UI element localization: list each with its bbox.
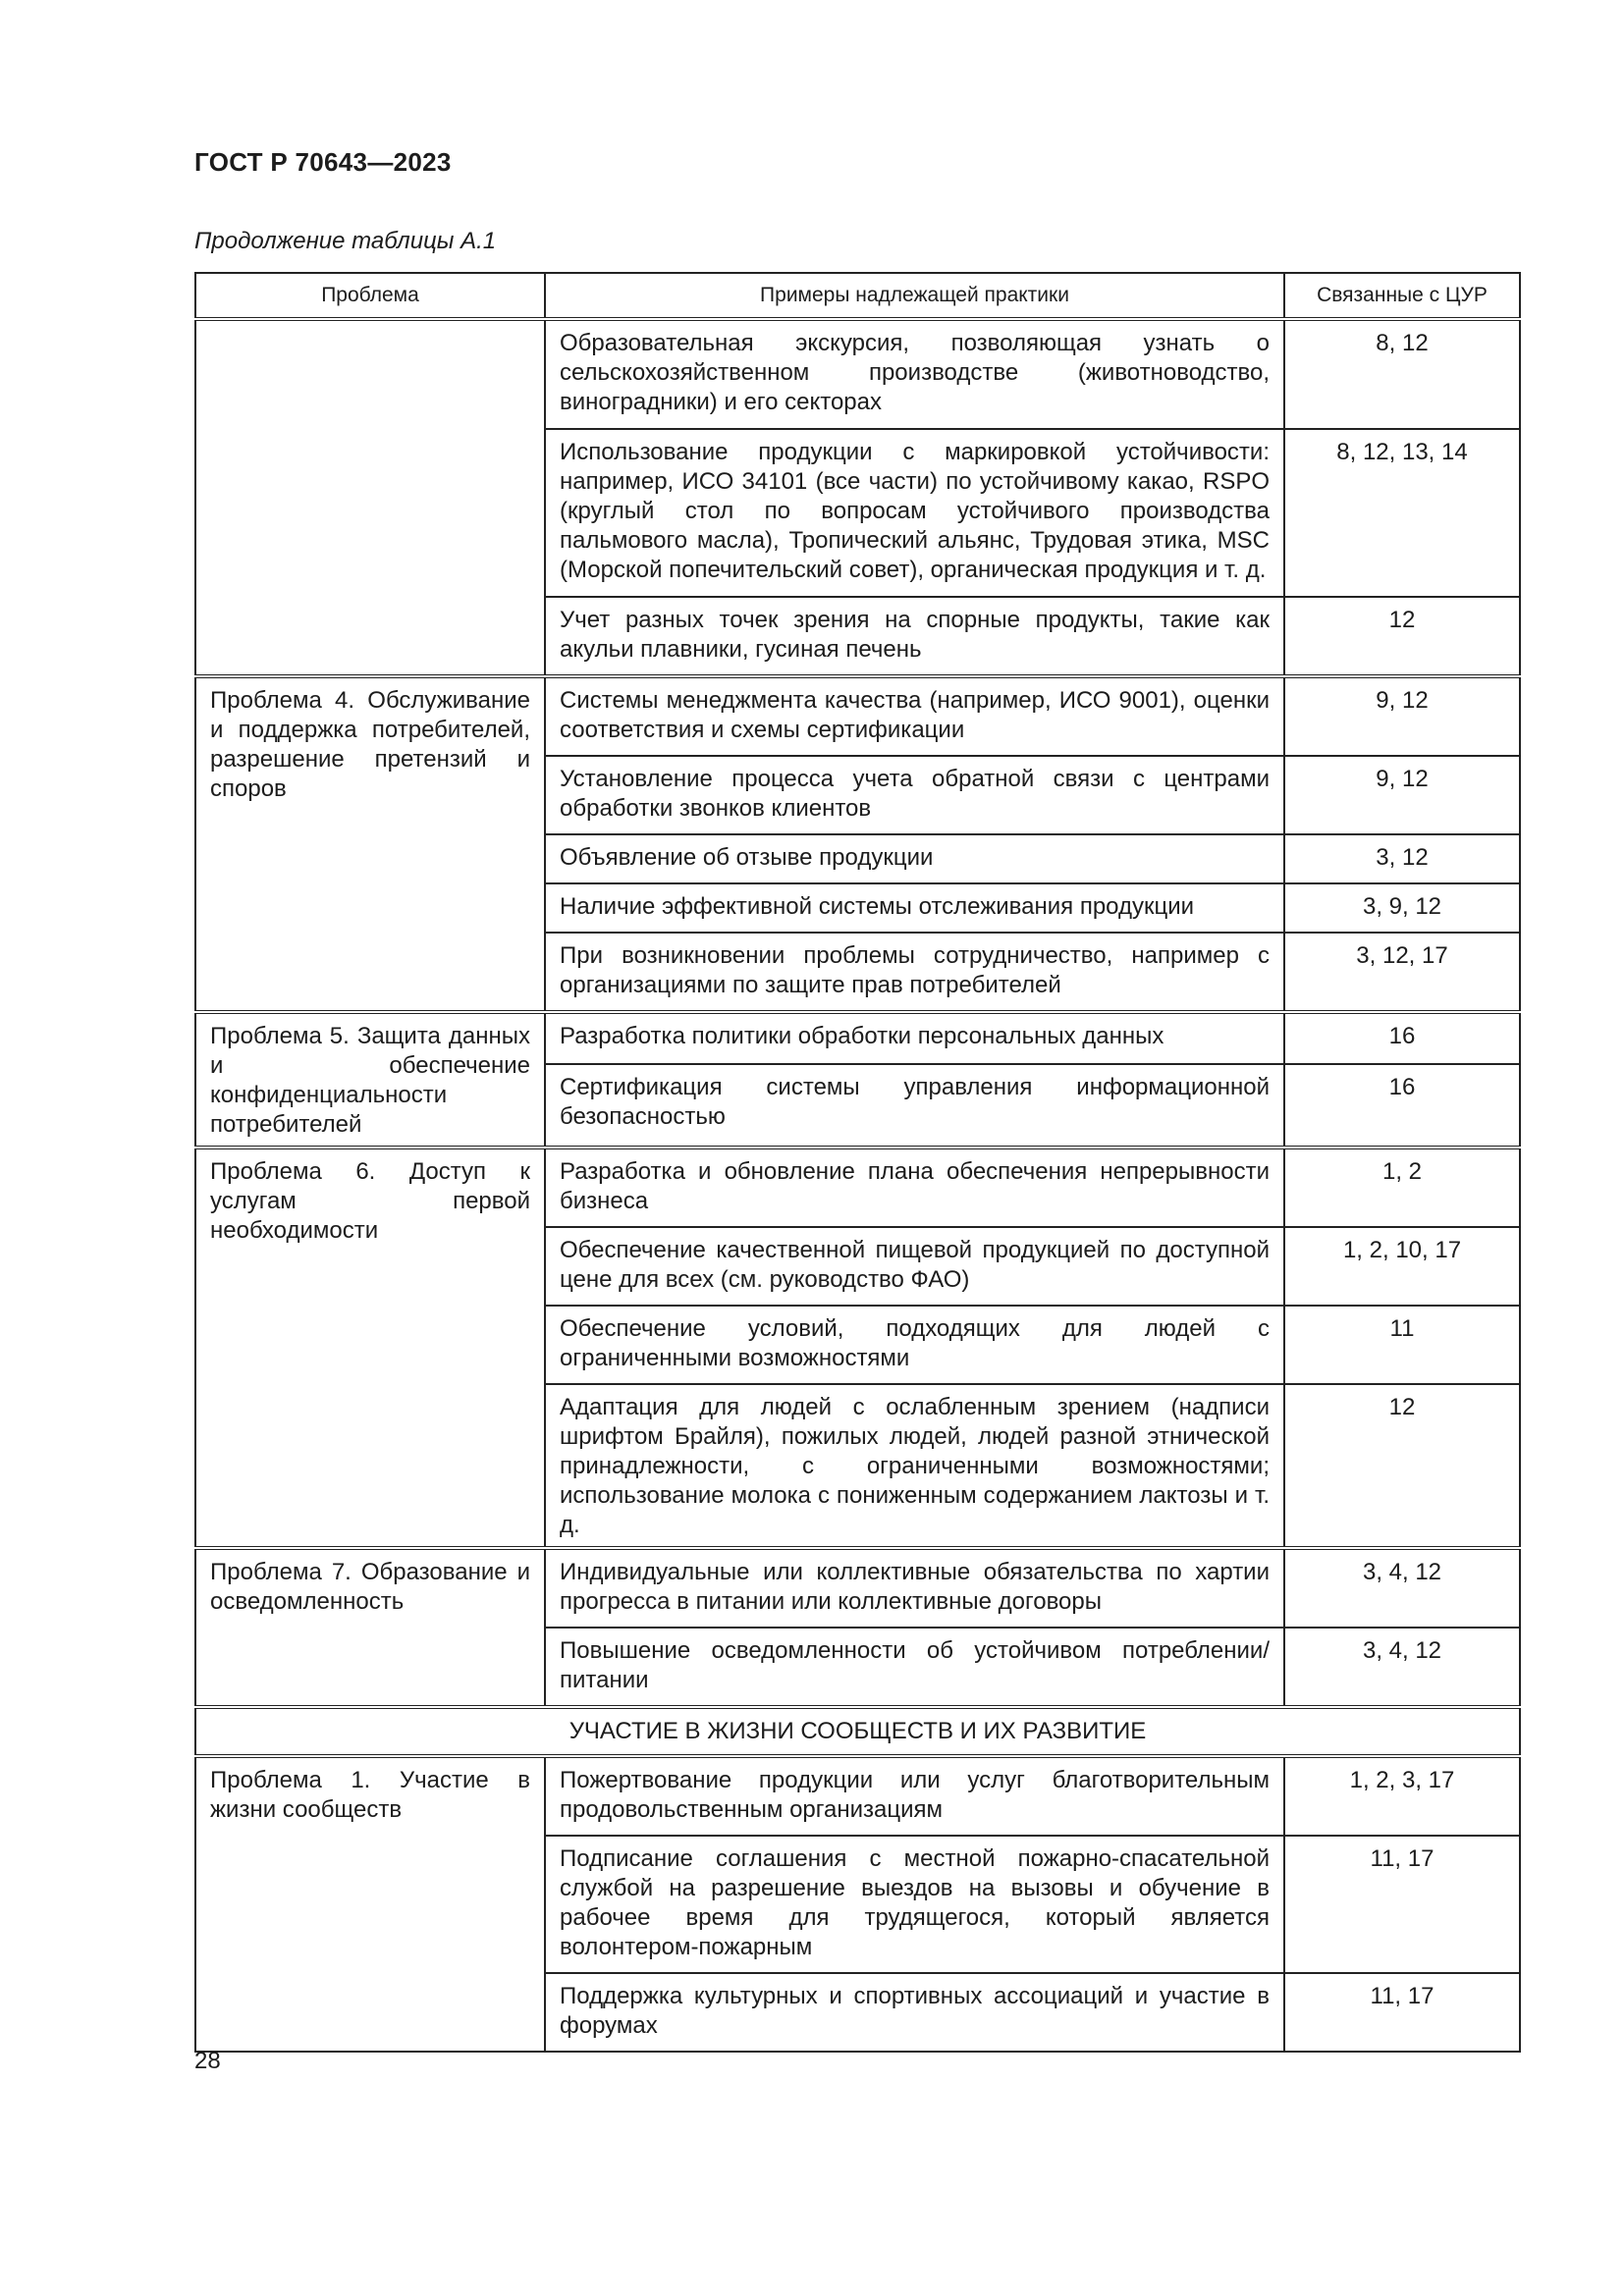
table-row [195,676,1520,756]
practice-cell: Повышение осведомленности об устойчивом потреблении/питании [545,1628,1284,1707]
document-code: ГОСТ Р 70643—2023 [194,147,452,177]
sdg-cell: 1, 2, 10, 17 [1284,1227,1520,1306]
page-number: 28 [194,2048,221,2074]
sdg-cell: 1, 2, 3, 17 [1284,1756,1520,1836]
column-header-problem: Проблема [195,273,545,319]
sdg-cell: 12 [1284,1384,1520,1548]
table-row [195,1548,1520,1628]
practice-cell: Индивидуальные или коллективные обязательства по хартии прогресса в питании или коллективные договоры [545,1548,1284,1628]
practice-cell: Использование продукции с маркировкой устойчивости: например, ИСО 34101 (все части) по устойчивому какао, RSPO (круглый стол по вопросам устойчивого производства пальмового масла), Тропический альянс, Трудовая этика, MSC (Морской попечительский совет), органическая продукция и т. д. [545,429,1284,597]
sdg-cell: 12 [1284,597,1520,676]
practice-cell: Разработка и обновление плана обеспечения непрерывности бизнеса [545,1148,1284,1227]
practice-cell: Сертификация системы управления информационной безопасностью [545,1064,1284,1148]
table-header-row [195,273,1520,319]
sdg-cell: 16 [1284,1064,1520,1148]
practice-cell: Установление процесса учета обратной связи с центрами обработки звонков клиентов [545,756,1284,834]
practice-cell: Объявление об отзыве продукции [545,834,1284,883]
table-row [195,319,1520,429]
practice-cell: При возникновении проблемы сотрудничество, например с организациями по защите прав потребителей [545,933,1284,1012]
sdg-cell: 11, 17 [1284,1973,1520,2052]
sdg-cell: 3, 12 [1284,834,1520,883]
table-continuation-label: Продолжение таблицы А.1 [194,228,497,254]
table-row [195,1756,1520,1836]
sdg-cell: 3, 9, 12 [1284,883,1520,933]
sdg-cell: 3, 12, 17 [1284,933,1520,1012]
sdg-cell: 3, 4, 12 [1284,1548,1520,1628]
column-header-sdg: Связанные с ЦУР [1284,273,1520,319]
sdg-practices-table [194,272,1521,2053]
column-header-practices: Примеры надлежащей практики [545,273,1284,319]
practice-cell: Обеспечение качественной пищевой продукцией по доступной цене для всех (см. руководство ФАО) [545,1227,1284,1306]
practice-cell: Поддержка культурных и спортивных ассоциаций и участие в форумах [545,1973,1284,2052]
sdg-cell: 11, 17 [1284,1836,1520,1973]
sdg-cell: 3, 4, 12 [1284,1628,1520,1707]
table-row [195,1148,1520,1227]
section-row [195,1707,1520,1756]
sdg-cell: 9, 12 [1284,676,1520,756]
practice-cell: Пожертвование продукции или услуг благотворительным продовольственным организациям [545,1756,1284,1836]
practice-cell: Наличие эффективной системы отслеживания продукции [545,883,1284,933]
problem-cell: Проблема 1. Участие в жизни сообществ [195,1756,545,2052]
problem-cell: Проблема 4. Обслуживание и поддержка потребителей, разрешение претензий и споров [195,676,545,1012]
problem-cell: Проблема 7. Образование и осведомленность [195,1548,545,1707]
sdg-cell: 8, 12 [1284,319,1520,429]
sdg-cell: 11 [1284,1306,1520,1384]
sdg-cell: 8, 12, 13, 14 [1284,429,1520,597]
practice-cell: Адаптация для людей с ослабленным зрением (надписи шрифтом Брайля), пожилых людей, людей разной этнической принадлежности, с ограниченными возможностями; использование молока с пониженным содержанием лактозы и т. д. [545,1384,1284,1548]
practice-cell: Учет разных точек зрения на спорные продукты, такие как акульи плавники, гусиная печень [545,597,1284,676]
sdg-cell: 9, 12 [1284,756,1520,834]
section-title: УЧАСТИЕ В ЖИЗНИ СООБЩЕСТВ И ИХ РАЗВИТИЕ [195,1707,1520,1756]
problem-cell: Проблема 6. Доступ к услугам первой необходимости [195,1148,545,1548]
sdg-cell: 1, 2 [1284,1148,1520,1227]
sdg-cell: 16 [1284,1012,1520,1064]
practice-cell: Системы менеджмента качества (например, ИСО 9001), оценки соответствия и схемы сертификации [545,676,1284,756]
practice-cell: Образовательная экскурсия, позволяющая узнать о сельскохозяйственном производстве (животноводство, виноградники) и его секторах [545,319,1284,429]
practice-cell: Разработка политики обработки персональных данных [545,1012,1284,1064]
practice-cell: Подписание соглашения с местной пожарно-спасательной службой на разрешение выездов на вызовы и обучение в рабочее время для трудящегося, который является волонтером-пожарным [545,1836,1284,1973]
practice-cell: Обеспечение условий, подходящих для людей с ограниченными возможностями [545,1306,1284,1384]
problem-cell: Проблема 5. Защита данных и обеспечение конфиденциальности потребителей [195,1012,545,1148]
table-row [195,1012,1520,1064]
problem-cell [195,319,545,676]
